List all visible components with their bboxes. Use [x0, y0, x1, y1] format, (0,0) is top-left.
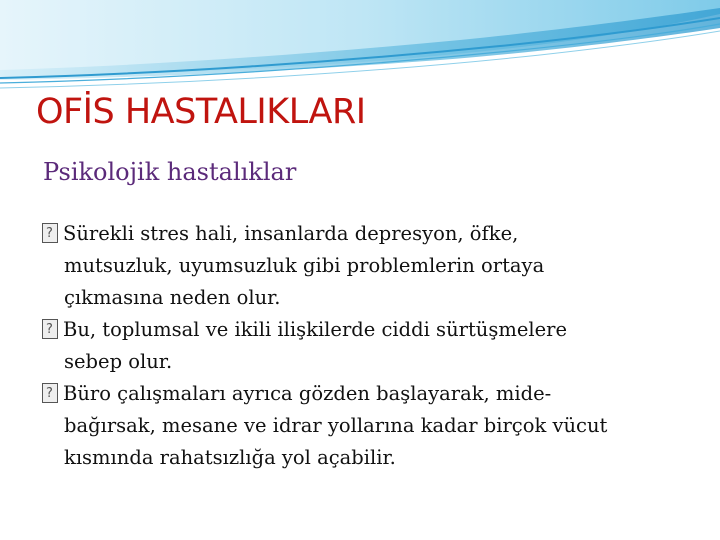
slide-subtitle: Psikolojik hastalıklar — [43, 158, 297, 186]
bullet-text-line: Sürekli stres hali, insanlarda depresyon, öfke, — [63, 222, 519, 245]
bullet-text-line: sebep olur. — [64, 350, 173, 373]
missing-glyph-box-icon — [42, 383, 58, 403]
header-wave-decoration — [0, 0, 720, 95]
missing-glyph-box-icon — [42, 223, 58, 243]
bullet-item — [42, 314, 702, 378]
bullet-text-line: kısmında rahatsızlığa yol açabilir. — [64, 446, 396, 469]
bullet-text-line: bağırsak, mesane ve idrar yollarına kadar birçok vücut — [64, 414, 608, 437]
bullet-list — [42, 218, 702, 474]
bullet-text-line: Büro çalışmaları ayrıca gözden başlayarak, mide- — [63, 382, 552, 405]
missing-glyph-box-icon — [42, 319, 58, 339]
bullet-item — [42, 218, 702, 314]
slide-title: OFİS HASTALIKLARI — [36, 92, 366, 132]
bullet-text-line: mutsuzluk, uyumsuzluk gibi problemlerin ortaya — [64, 254, 545, 277]
bullet-text-line: çıkmasına neden olur. — [64, 286, 281, 309]
bullet-item — [42, 378, 702, 474]
bullet-text-line: Bu, toplumsal ve ikili ilişkilerde ciddi sürtüşmelere — [63, 318, 568, 341]
